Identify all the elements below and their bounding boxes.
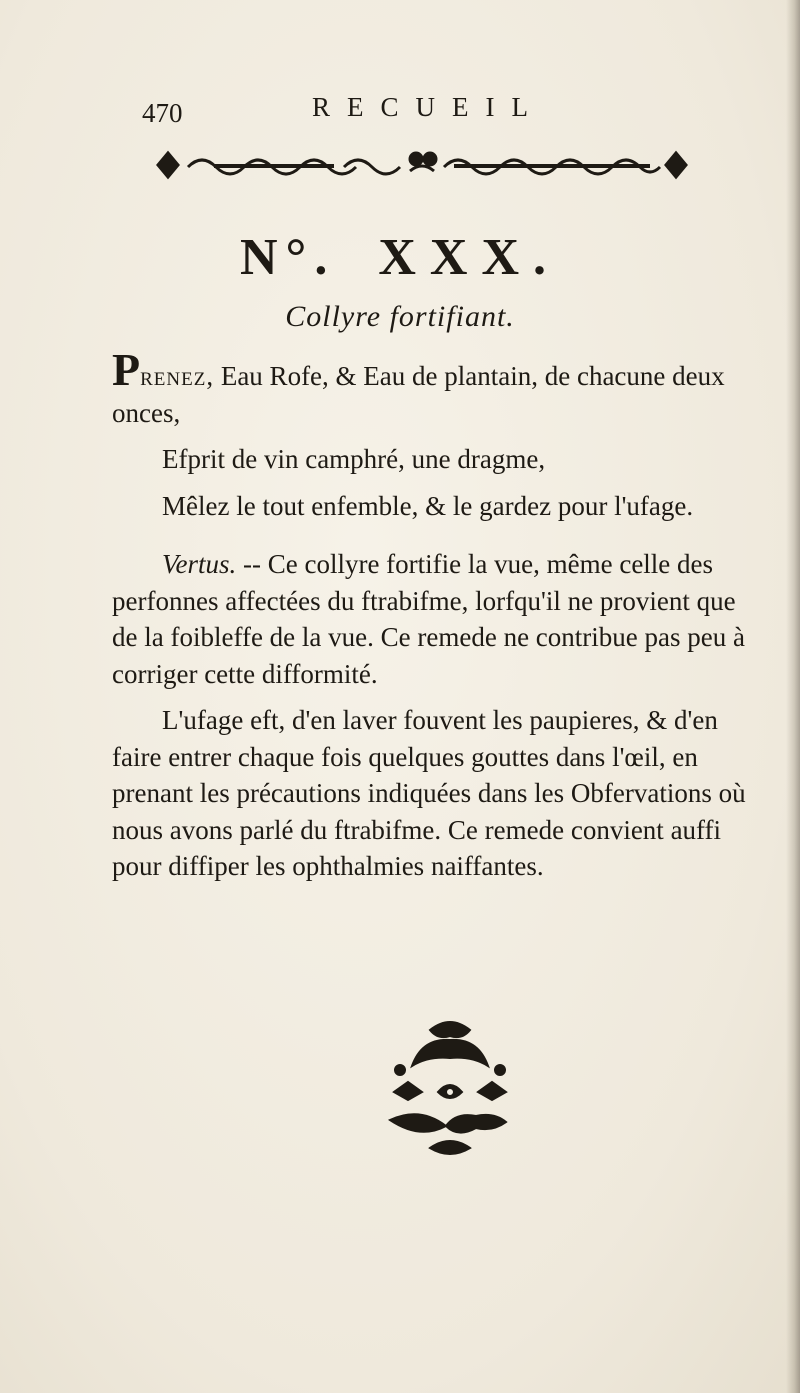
- page-number: 470: [142, 98, 183, 128]
- recipe-title: Collyre fortifiant.: [285, 300, 515, 333]
- recipe-number: [0, 228, 800, 287]
- tailpiece-ornament-icon: [360, 1008, 540, 1188]
- page-header: [0, 92, 800, 132]
- lead-word: renez,: [140, 361, 215, 391]
- ingredients-paragraph: [112, 344, 760, 431]
- ingredients-line-1: Eau Rofe, & Eau de plantain, de chacune deux onces,: [112, 361, 725, 428]
- number-roman: XXX.: [378, 229, 561, 286]
- usage-paragraph: L'ufage eft, d'en laver fouvent les paupieres, & d'en faire entrer chaque fois quelques gouttes dans l'œil, en prenant les précautions indiquées dans les Obfervations où nous avons parlé du ftrabifme. Ce remede convient auffi pour diffiper les ophthalmies naiffantes.: [112, 705, 746, 881]
- vertus-text: -- Ce collyre fortifie la vue, même celle des perfonnes affectées du ftrabifme, lorfqu'il ne provient que de la foibleffe de la vue. Ce remede ne contribue pas peu à corriger cette difformité.: [112, 549, 745, 689]
- drop-cap: P: [112, 344, 141, 395]
- vertus-label: Vertus.: [162, 549, 237, 579]
- vertus-paragraph: [112, 546, 760, 692]
- ingredients-line-2: Efprit de vin camphré, une dragme,: [162, 444, 546, 474]
- number-prefix: N°.: [239, 229, 336, 286]
- instructions-line: Mêlez le tout enfemble, & le gardez pour l'ufage.: [162, 490, 694, 521]
- printers-ornament-icon: [148, 145, 696, 185]
- page-edge-shadow: [786, 0, 800, 1393]
- running-head: RECUEIL: [312, 92, 545, 122]
- recipe-body: [112, 344, 760, 885]
